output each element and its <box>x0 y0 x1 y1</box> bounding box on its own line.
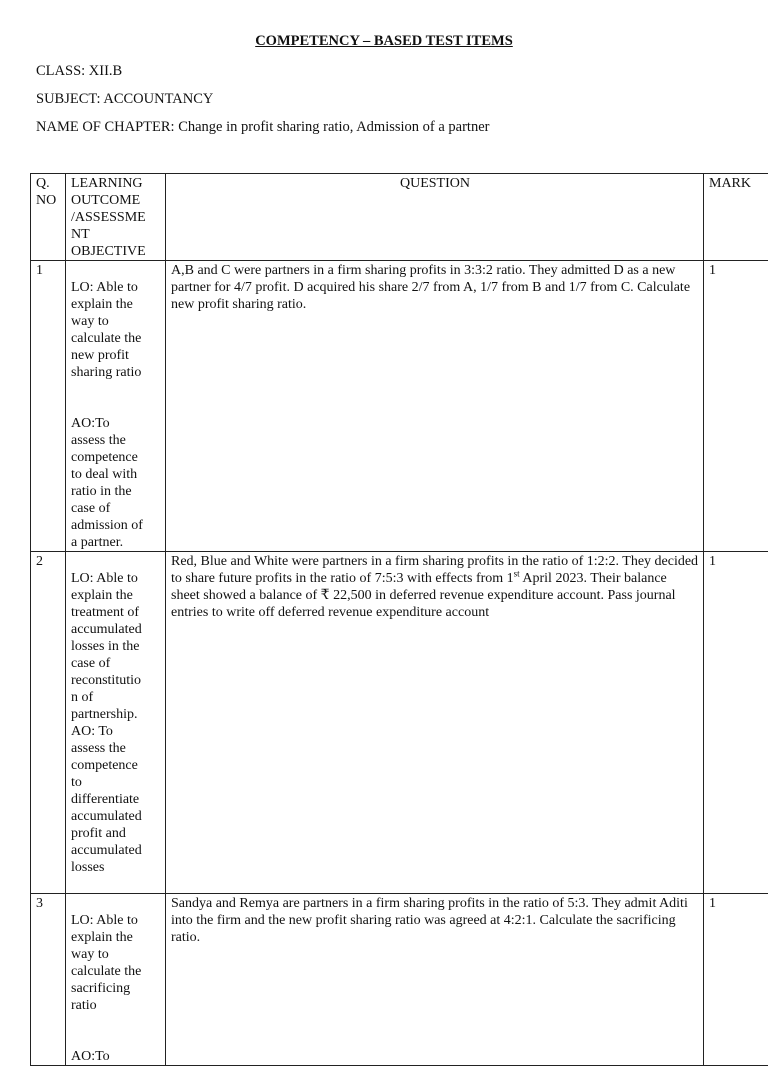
header-objective: LEARNING OUTCOME /ASSESSME NT OBJECTIVE <box>66 174 166 261</box>
question-text-part2: April 2023. Their balance sheet showed a balance of ₹ 22,500 in deferred revenue expenditure account. Pass journal entries to write off deferred revenue expenditure account <box>171 571 676 620</box>
learning-outcome: LO: Able to explain the treatment of accumulated losses in the case of reconstitutio n of partnership. <box>71 571 142 722</box>
qno-cell: 3 <box>31 894 66 1066</box>
document-title: COMPETENCY – BASED TEST ITEMS <box>0 33 768 50</box>
mark-cell: 1 <box>704 261 768 552</box>
chapter-line: NAME OF CHAPTER: Change in profit sharing ratio, Admission of a partner <box>36 119 489 136</box>
question-cell <box>166 552 704 894</box>
question-cell: A,B and C were partners in a firm sharing profits in 3:3:2 ratio. They admitted D as a new partner for 4/7 profit. D acquired his share 2/7 from A, 1/7 from B and 1/7 from C. Calculate new profit sharing ratio. <box>166 261 704 552</box>
question-cell: Sandya and Remya are partners in a firm sharing profits in the ratio of 5:3. They admit Aditi into the firm and the new profit sharing ratio was agreed at 4:2:1. Calculate the sacrificing ratio. <box>166 894 704 1066</box>
header-qno: Q. NO <box>31 174 66 261</box>
table-header-row <box>31 174 768 261</box>
mark-cell: 1 <box>704 552 768 894</box>
table-row <box>31 552 768 894</box>
objective-cell <box>66 894 166 1066</box>
assessment-objective: AO: To assess the competence to differentiate accumulated profit and accumulated losses <box>71 723 161 876</box>
header-mark: MARK <box>704 174 768 261</box>
table-row <box>31 261 768 552</box>
learning-outcome: LO: Able to explain the way to calculate the sacrificing ratio <box>71 913 141 1013</box>
objective-cell <box>66 261 166 552</box>
subject-line: SUBJECT: ACCOUNTANCY <box>36 91 213 108</box>
class-line: CLASS: XII.B <box>36 63 122 80</box>
qno-cell: 1 <box>31 261 66 552</box>
qno-cell: 2 <box>31 552 66 894</box>
test-items-table <box>30 173 768 1066</box>
question-text-part1: Red, Blue and White were partners in a firm sharing profits in the ratio of 1:2:2. They decided to share future profits in the ratio of 7:5:3 with effects from 1 <box>171 554 698 586</box>
objective-cell <box>66 552 166 894</box>
ordinal-superscript: st <box>514 568 520 578</box>
assessment-objective: AO:To <box>71 1049 110 1064</box>
learning-outcome: LO: Able to explain the way to calculate the new profit sharing ratio <box>71 280 141 380</box>
table-row <box>31 894 768 1066</box>
mark-cell: 1 <box>704 894 768 1066</box>
assessment-objective: AO:To assess the competence to deal with ratio in the case of admission of a partner. <box>71 416 143 550</box>
header-question: QUESTION <box>166 174 704 261</box>
